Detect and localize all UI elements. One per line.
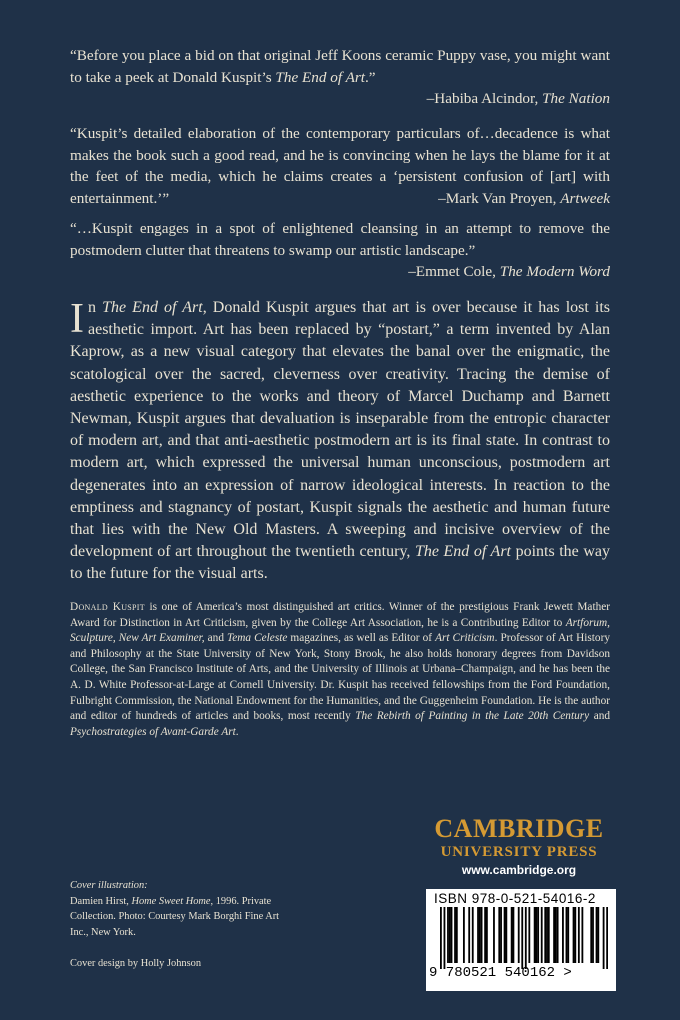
review-quote-1 — [70, 45, 610, 110]
isbn-barcode: ISBN 978-0-521-54016-2 9 780521 540162 > — [426, 889, 616, 991]
review-quote-2 — [70, 123, 610, 209]
review-quote-3 — [70, 218, 610, 283]
credits-caption: Cover illustration: — [70, 880, 148, 891]
barcode-bar — [500, 907, 502, 963]
barcode-bar — [484, 907, 486, 963]
barcode-bar — [606, 907, 608, 969]
barcode-bar — [535, 907, 537, 963]
barcode-bar — [581, 907, 583, 963]
barcode-bar — [528, 907, 530, 963]
barcode-bar — [447, 907, 449, 963]
barcode-bar — [481, 907, 483, 963]
barcode-bar — [567, 907, 569, 963]
barcode-bar — [555, 907, 557, 963]
barcode-bar — [574, 907, 576, 963]
barcode-bar — [525, 907, 527, 969]
barcode-bar — [596, 907, 598, 963]
barcode-bar — [486, 907, 488, 963]
barcode-bar — [477, 907, 479, 963]
quote-attribution: –Mark Van Proyen, Artweek — [438, 189, 610, 207]
barcode-bar — [578, 907, 580, 963]
barcode-bar — [590, 907, 592, 963]
barcode-bar — [592, 907, 594, 963]
quote-text: “Before you place a bid on that original Jeff Koons ceramic Puppy vase, you might want to take a peek at Donald Kuspit’s The End of Art.” — [70, 47, 610, 86]
barcode-bar — [451, 907, 453, 963]
barcode-bar — [557, 907, 559, 963]
barcode-bar — [566, 907, 568, 963]
quote-text: “…Kuspit engages in a spot of enlightened cleansing in an attempt to remove the postmodern clutter that threatens to swamp our artistic landscape.” — [70, 220, 610, 259]
barcode-bar — [548, 907, 550, 963]
author-bio: Donald Kuspit is one of America’s most distinguished art critics. Winner of the prestigious Frank Jewett Mather Award for Distinction in Art Criticism, given by the College Art Association, he is a Contributing Editor to Artforum, Sculpture, New Art Examiner, and Tema Celeste magazines, as well as Editor of Art Criticism. Professor of Art History and Philosophy at the State University of New York, Stony Brook, he also holds honorary degrees from Davidson College, the San Francisco Institute of Arts, and the University of Illinois at Urbana–Champaign, and he has been the A. D. White Professor-at-Large at Cornell University. Dr. Kuspit has received fellowships from the Ford Foundation, Fulbright Commission, the National Endowment for the Humanities, and the Guggenheim Foundation. He is the author and editor of hundreds of articles and books, most recently The Rebirth of Painting in the Late 20th Century and Psychostrategies of Avant-Garde Art. — [70, 601, 611, 738]
quote-attribution: –Habiba Alcindor, The Nation — [426, 90, 610, 107]
barcode-bar — [562, 907, 564, 963]
barcode-bar — [521, 907, 523, 969]
cover-designer: Cover design by Holly Johnson — [70, 958, 202, 969]
barcode-bar — [511, 907, 513, 963]
quote-attribution: –Emmet Cole, The Modern Word — [408, 263, 610, 280]
quote-text: “Kuspit’s detailed elaboration of the contemporary particulars of…decadence is what makes the book such a good read, and he is convincing when he lays the blame for it at the feet of the media, which he claims creates a ‘persistent confusion of [art] with entertainment.’” –Mark Van Proyen, Artweek — [70, 123, 610, 209]
drop-cap: I — [70, 296, 84, 342]
barcode-bar — [449, 907, 451, 963]
author-name: Donald Kuspit — [70, 601, 145, 613]
barcode-bar — [603, 907, 605, 969]
credits-artwork: Damien Hirst, Home Sweet Home, 1996. Private Collection. Photo: Courtesy Mark Borghi Fine Art Inc., New York. — [70, 895, 280, 938]
barcode-bar — [479, 907, 481, 963]
barcode-bar — [463, 907, 465, 963]
barcode-bar — [456, 907, 458, 963]
publisher-logo — [428, 815, 610, 879]
isbn-label: ISBN 978-0-521-54016-2 — [434, 891, 596, 906]
barcode-bar — [544, 907, 546, 963]
barcode-bar — [504, 907, 506, 963]
barcode-bar — [444, 907, 446, 969]
publisher-subtitle: UNIVERSITY PRESS — [440, 844, 598, 860]
barcode-bar — [518, 907, 520, 963]
barcode-bar — [513, 907, 515, 963]
barcode-bar — [454, 907, 456, 963]
barcode-bar — [534, 907, 536, 963]
book-description: In The End of Art, Donald Kuspit argues that art is over because it has lost its aesthetic import. Art has been replaced by “postart,” a term invented by Alan Kaprow, as a new visual category that elevates the banal over the enigmatic, the scatological over the sacred, cleverness over creativity. Tracing the demise of aesthetic experience to the works and theory of Marcel Duchamp and Barnett Newman, Kuspit argues that devaluation is inseparable from the entropic character of modern art, and that anti-aesthetic postmodern art is its final state. In contrast to modern art, which expressed the universal human unconscious, postmodern art degenerates into an expression of narrow ideological interests. In reaction to the emptiness and stagnancy of postart, Kuspit signals the aesthetic and human future that lies with the New Old Masters. A sweeping and incisive overview of the development of art throughout the twentieth century, The End of Art points the way to the future for the visual arts. — [70, 296, 611, 583]
barcode-bar — [553, 907, 555, 963]
barcode-bar — [472, 907, 474, 963]
barcode-bar — [498, 907, 500, 963]
barcode-bar — [537, 907, 539, 963]
barcode-bar — [541, 907, 543, 963]
barcode-bar — [505, 907, 507, 963]
barcode-bar — [493, 907, 495, 963]
barcode-bar — [573, 907, 575, 963]
barcode-bars — [440, 907, 608, 969]
barcode-bar — [597, 907, 599, 963]
barcode-bar — [440, 907, 442, 969]
publisher-url[interactable]: www.cambridge.org — [461, 863, 577, 877]
cover-credits — [70, 878, 280, 972]
barcode-bar — [546, 907, 548, 963]
barcode-bar — [468, 907, 470, 963]
publisher-name: CAMBRIDGE — [434, 814, 604, 843]
